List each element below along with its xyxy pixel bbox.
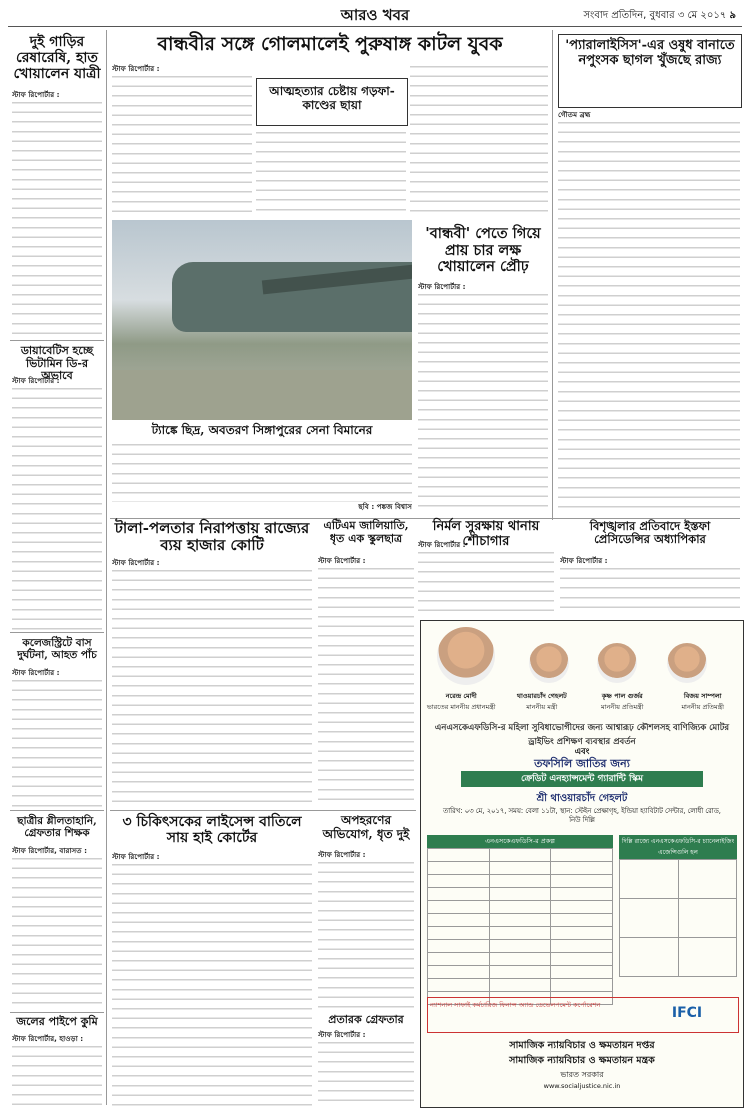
byline-s10: স্টাফ রিপোর্টার : (318, 556, 366, 565)
story-s5-body (418, 282, 548, 512)
headline-s3-box (558, 34, 742, 108)
ad-person-2-role: মাননীয় মন্ত্রী (526, 703, 558, 711)
ad-right-table (619, 835, 737, 977)
story-s4-body (12, 376, 102, 631)
ad-person-4-name: বিজয় সাম্পলা (683, 692, 722, 700)
ad-line-1: এনএসকেএফডিসি-র মহিলা সুবিধাভোগীদের জন্য আশ্বারূঢ় কৌশলসহ বাণিজ্যিক মোটর ড্রাইভিং প্রশিক্ষণ ব্যবস্থার প্রবর্তন (434, 723, 730, 747)
ad-left-table (427, 835, 613, 1005)
ad-by: শ্রী থাওয়ারচাঁদ গেহলট (536, 793, 628, 804)
story-s2-col3 (410, 64, 548, 214)
ad-org-left: ন্যাশনাল সাফাই কর্মচারিজ ফিনান্স অ্যান্ড ডেভেলপমেন্ট কর্পোরেশন (430, 1001, 601, 1009)
ad-person-4-role: মাননীয় প্রতিমন্ত্রী (681, 703, 725, 711)
ad-right-table-title: দিল্লি রাজ্যে এনএসকেএফডিসি-র চ্যানেলাইজিং এজেন্সিগুলি হল (619, 835, 737, 859)
page-number: ৯ (729, 10, 736, 21)
ad-person-3-role: মাননীয় প্রতিমন্ত্রী (600, 703, 644, 711)
ad-venue: তারিখ: ০৩ মে, ২০১৭, সময়: বেলা ১১টা, স্থান: স্টেইন প্রেক্ষাগৃহ, ইন্ডিয়া হ্যাবিটাট সেন্টার, লোধী রোড, নিউ দিল্লি (443, 807, 721, 824)
byline-s3: গৌতম ব্রহ্ম (558, 110, 591, 119)
headline-s5: 'বান্ধবী' পেতে গিয়ে প্রায় চার লক্ষ খোয়ালেন প্রৌঢ় (425, 225, 541, 276)
story-s15-body (318, 1030, 414, 1106)
byline-s13: স্টাফ রিপোর্টার : (112, 852, 160, 861)
section-title: আরও খবর (340, 6, 410, 24)
ad-line-3: তফসিলি জাতির জন্য (534, 757, 630, 770)
headline-s13: ৩ চিকিৎসকের লাইসেন্স বাতিলে সায় হাই কোর্টের (122, 814, 302, 847)
aircraft-photo (112, 220, 412, 420)
byline-s12: স্টাফ রিপোর্টার : (560, 556, 608, 565)
photo-caption: ট্যাঙ্কে ছিদ্র, অবতরণ সিঙ্গাপুরের সেনা বিমানের (151, 423, 373, 437)
byline-s2: স্টাফ রিপোর্টার : (112, 64, 160, 73)
ad-person-2-name: থাওয়ারচাঁদ গেহলট (516, 692, 567, 700)
ad-line-2: এবং (574, 747, 590, 757)
subhead-box (256, 78, 408, 126)
headline-s10: এটিএম জালিয়াতি, ধৃত এক স্কুলছাত্র (323, 519, 409, 545)
ad-footer-1: সামাজিক ন্যায়বিচার ও ক্ষমতায়ন দপ্তর (509, 1040, 655, 1051)
byline-s9: স্টাফ রিপোর্টার : (112, 558, 160, 567)
ad-banner: ক্রেডিট এনহ্যান্সমেন্ট গ্যারান্টি স্কিম (461, 771, 703, 787)
headline-s12: বিশৃঙ্খলার প্রতিবাদে ইস্তফা প্রেসিডেন্সির অধ্যাপিকার (589, 519, 711, 547)
headline-s6: কলেজস্ট্রিটে বাস দুর্ঘটনা, আহত পাঁচ (17, 637, 97, 662)
byline-s5: স্টাফ রিপোর্টার : (418, 282, 466, 291)
subhead-s2: আত্মহত্যার চেষ্টায় গড়ফা-কাণ্ডের ছায়া (269, 84, 395, 112)
ad-person-1-role: ভারতের মাননীয় প্রধানমন্ত্রী (426, 703, 496, 711)
byline-s6: স্টাফ রিপোর্টার : (12, 668, 60, 677)
paper-date-page (583, 8, 736, 25)
headline-s15: প্রতারক গ্রেফতার (328, 1013, 404, 1026)
story-s1-body (12, 90, 102, 340)
photo-story-body (112, 442, 412, 512)
ad-footer-2: সামাজিক ন্যায়বিচার ও ক্ষমতায়ন মন্ত্রক (509, 1055, 655, 1066)
headline-s14: অপহরণের অভিযোগ, ধৃত দুই (322, 813, 410, 841)
story-s13-body (112, 852, 312, 1106)
byline-s7: স্টাফ রিপোর্টার, বারাসত : (12, 846, 88, 855)
government-advertisement (420, 620, 744, 1108)
headline-s4: ডায়াবেটিস হচ্ছে ভিটামিন ডি-র অভাবে (20, 344, 94, 383)
byline-s11: স্টাফ রিপোর্টার : (418, 540, 466, 549)
story-s9-body (112, 558, 312, 808)
ad-org-strip (427, 997, 739, 1033)
ad-left-table-title: এনএসকেএফডিসি-র প্রকল্প (427, 835, 613, 848)
story-s3-body (558, 110, 740, 510)
story-s7-body (12, 846, 102, 1011)
story-s12-body (560, 556, 740, 616)
paper-date: সংবাদ প্রতিদিন, বুধবার ৩ মে ২০১৭ (583, 10, 727, 21)
ad-org-right: IFCI (671, 1005, 703, 1021)
byline-s14: স্টাফ রিপোর্টার : (318, 850, 366, 859)
headline-s3: 'প্যারালাইসিস'-এর ওষুধ বানাতে নপুংসক ছাগল খুঁজছে রাজ্য (565, 38, 735, 68)
story-s14-body (318, 850, 414, 1010)
story-s8-body (12, 1034, 102, 1106)
byline-s15: স্টাফ রিপোর্টার : (318, 1030, 366, 1039)
headline-s2: বান্ধবীর সঙ্গে গোলমালেই পুরুষাঙ্গ কাটল যুবক (157, 33, 503, 55)
story-s6-body (12, 668, 102, 808)
story-s2-col2 (256, 130, 406, 214)
story-s10-body (318, 556, 414, 808)
headline-s8: জলের পাইপে কুমি (16, 1015, 98, 1028)
ad-person-3-name: কৃষ্ণ পাল গুর্জর (601, 692, 643, 700)
ad-person-1-name: নরেন্দ্র মোদী (445, 692, 477, 700)
photo-credit: ছবি : পঙ্কজ বিশ্বাস (358, 502, 412, 511)
headline-s7: ছাত্রীর শ্লীলতাহানি, গ্রেফতার শিক্ষক (17, 815, 97, 840)
headline-s11: নির্মল সুরক্ষায় থানায় শৌচাগার (432, 519, 540, 549)
byline-s1: স্টাফ রিপোর্টার : (12, 90, 60, 99)
byline-s8: স্টাফ রিপোর্টার, হাওড়া : (12, 1034, 84, 1043)
headline-s9: টালা-পলতার নিরাপত্তায় রাজ্যের ব্যয় হাজার কোটি (114, 519, 310, 555)
ad-website: www.socialjustice.nic.in (543, 1082, 621, 1090)
ad-footer-3: ভারত সরকার (560, 1070, 604, 1079)
byline-s4: স্টাফ রিপোর্টার : (12, 376, 60, 385)
story-s2-col1 (112, 64, 252, 214)
story-s11-body (418, 540, 554, 616)
headline-s1: দুই গাড়ির রেষারেষি, হাত খোয়ালেন যাত্রী (13, 34, 101, 83)
